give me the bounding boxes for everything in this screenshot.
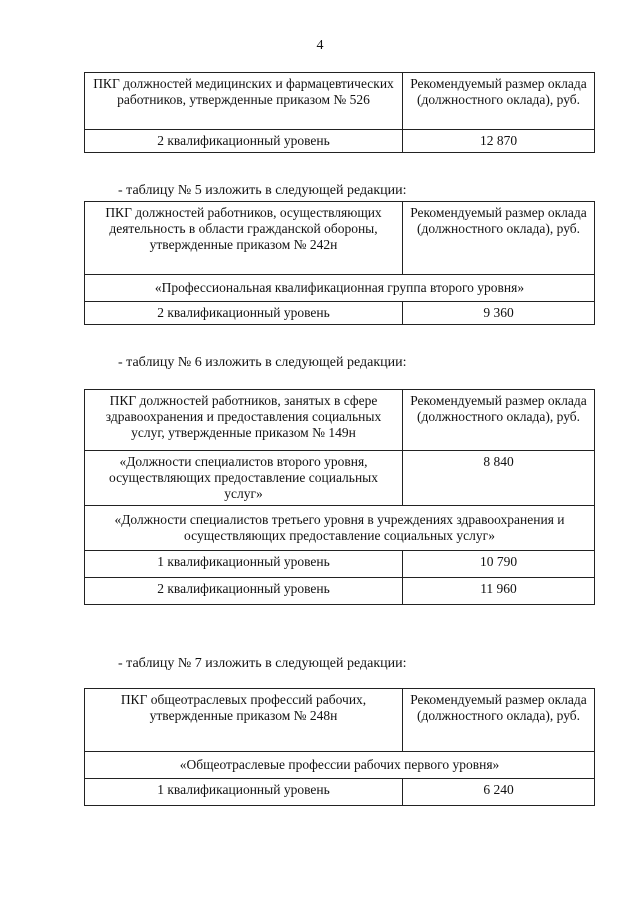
table-7 <box>84 688 595 806</box>
group-row <box>85 275 595 302</box>
table-row <box>85 551 595 578</box>
level-label: 1 квалификационный уровень <box>85 779 403 806</box>
header-pkg-cell: ПКГ должностей работников, осуществляющих деятельность в области гражданской обороны, утвержденные приказом № 242н <box>85 202 403 275</box>
instruction-table-7: - таблицу № 7 изложить в следующей редакции: <box>118 656 407 671</box>
group-row <box>85 506 595 551</box>
header-salary-cell: Рекомендуемый размер оклада (должностного оклада), руб. <box>403 202 595 275</box>
group-row <box>85 752 595 779</box>
level-label: 2 квалификационный уровень <box>85 302 403 325</box>
table-row <box>85 451 595 506</box>
header-salary-cell: Рекомендуемый размер оклада (должностного оклада), руб. <box>403 390 595 451</box>
group-label: «Должности специалистов второго уровня, осуществляющих предоставление социальных услуг» <box>85 451 403 506</box>
table-header-row <box>85 73 595 130</box>
table-6 <box>84 389 595 605</box>
table-header-row <box>85 390 595 451</box>
salary-value: 6 240 <box>403 779 595 806</box>
table-row <box>85 779 595 806</box>
level-label: 2 квалификационный уровень <box>85 578 403 605</box>
table-row <box>85 578 595 605</box>
salary-value: 8 840 <box>403 451 595 506</box>
instruction-table-6: - таблицу № 6 изложить в следующей редакции: <box>118 355 407 370</box>
table-5 <box>84 201 595 325</box>
table-row <box>85 130 595 153</box>
page-number: 4 <box>316 38 324 53</box>
group-title: «Профессиональная квалификационная группа второго уровня» <box>85 275 595 302</box>
salary-value: 11 960 <box>403 578 595 605</box>
header-pkg-cell: ПКГ должностей работников, занятых в сфере здравоохранения и предоставления социальных услуг, утвержденные приказом № 149н <box>85 390 403 451</box>
header-pkg-cell: ПКГ должностей медицинских и фармацевтических работников, утвержденные приказом № 526 <box>85 73 403 130</box>
table-header-row <box>85 202 595 275</box>
level-label: 1 квалификационный уровень <box>85 551 403 578</box>
table-header-row <box>85 689 595 752</box>
salary-value: 9 360 <box>403 302 595 325</box>
instruction-table-5: - таблицу № 5 изложить в следующей редакции: <box>118 183 407 198</box>
table-row <box>85 302 595 325</box>
salary-value: 12 870 <box>403 130 595 153</box>
group-title: «Общеотраслевые профессии рабочих первого уровня» <box>85 752 595 779</box>
level-label: 2 квалификационный уровень <box>85 130 403 153</box>
header-pkg-cell: ПКГ общеотраслевых профессий рабочих, утвержденные приказом № 248н <box>85 689 403 752</box>
group-title: «Должности специалистов третьего уровня в учреждениях здравоохранения и осуществляющих предоставление социальных услуг» <box>85 506 595 551</box>
header-salary-cell: Рекомендуемый размер оклада (должностного оклада), руб. <box>403 73 595 130</box>
header-salary-cell: Рекомендуемый размер оклада (должностного оклада), руб. <box>403 689 595 752</box>
table-4 <box>84 72 595 153</box>
salary-value: 10 790 <box>403 551 595 578</box>
